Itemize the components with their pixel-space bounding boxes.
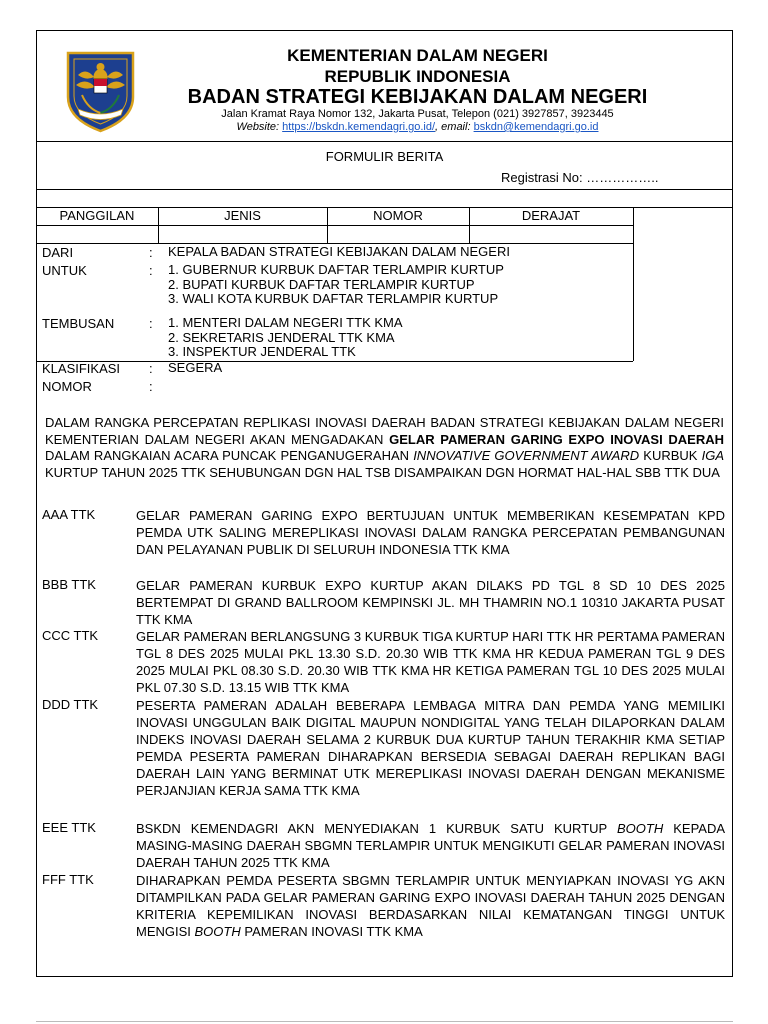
point-ddd-label: DDD TTK [42, 697, 99, 712]
colon: : [149, 263, 153, 278]
agency-name: BADAN STRATEGI KEBIJAKAN DALAM NEGERI [187, 86, 648, 108]
point-ccc-text: GELAR PAMERAN BERLANGSUNG 3 KURBUK TIGA KURTUP HARI TTK HR PERTAMA PAMERAN TGL 8 DES 2025 MULAI PKL 13.30 S.D. 20.30 WIB TTK KMA HR KEDUA PAMERAN TGL 9 DES 2025 MULAI PKL 08.30 S.D. 20.30 WIB TTK KMA HR KETIGA PAMERAN TGL 10 DES 2025 MULAI PKL 07.30 S.D. 13.15 WIB TTK KMA [136, 629, 725, 695]
header-divider [36, 141, 733, 142]
list-item: 2. SEKRETARIS JENDERAL TTK KMA [168, 329, 395, 345]
point-bbb-label: BBB TTK [42, 577, 96, 592]
value-klasifikasi: SEGERA [168, 360, 223, 375]
page-edge-rule [36, 1021, 733, 1022]
website-link[interactable]: https://bskdn.kemendagri.go.id/ [282, 121, 436, 133]
col-divider [633, 207, 634, 361]
untuk-list [168, 263, 504, 307]
point-aaa-text: GELAR PAMERAN GARING EXPO BERTUJUAN UNTUK MEMBERIKAN KESEMPATAN KPD PEMDA UTK SALING MEREPLIKASI INOVASI DALAM RANGKA PERCEPATAN PEMBANGUNAN DAN PELAYANAN PUBLIK DI SELURUH INDONESIA TTK KMA [136, 508, 725, 557]
label-dari: DARI [42, 245, 74, 260]
col-panggilan: PANGGILAN [59, 208, 135, 223]
registration-number: Registrasi No: …………….. [501, 170, 659, 185]
contact-line [150, 121, 685, 133]
point-ddd-text: PESERTA PAMERAN ADALAH BEBERAPA LEMBAGA MITRA DAN PEMDA YANG MEMILIKI INOVASI UNGGULAN BAIK DIGITAL MAUPUN NONDIGITAL YANG TELAH DILAPORKAN DALAM INDEKS INOVASI DAERAH SELAMA 2 KURBUK DUA KURTUP TAHUN TERAKHIR KMA SETIAP PEMDA PESERTA PAMERAN DIHARAPKAN BERSEDIA SEBAGAI DAERAH REPLIKAN BAGI DAERAH LAIN YANG BERMINAT UTK MEREPLIKASI INOVASI DAERAH DENGAN MEKANISME PERJANJIAN KERJA SAMA TTK KMA [136, 698, 725, 798]
address-line: Jalan Kramat Raya Nomor 132, Jakarta Pusat, Telepon (021) 3927857, 3923445 [221, 108, 614, 120]
point-eee-text: BSKDN KEMENDAGRI AKN MENYEDIAKAN 1 KURBUK SATU KURTUP BOOTH KEPADA MASING-MASING DAERAH SBGMN TERLAMPIR UNTUK MENGIKUTI GELAR PAMERAN INOVASI DAERAH TAHUN 2025 TTK KMA [136, 821, 726, 870]
ministry-name: KEMENTERIAN DALAM NEGERI [287, 46, 548, 65]
point-eee-label: EEE TTK [42, 820, 96, 835]
intro-paragraph: DALAM RANGKA PERCEPATAN REPLIKASI INOVASI DAERAH BADAN STRATEGI KEBIJAKAN DALAM NEGERI KEMENTERIAN DALAM NEGERI AKAN MENGADAKAN GELAR PAMERAN GARING EXPO INOVASI DAERAH DALAM RANGKAIAN ACARA PUNCAK PENGANUGERAHAN INNOVATIVE GOVERNMENT AWARD KURBUK IGA KURTUP TAHUN 2025 TTK SEHUBUNGAN DGN HAL TSB DISAMPAIKAN DGN HORMAT HAL-HAL SBB TTK DUA [45, 415, 725, 480]
col-derajat: DERAJAT [521, 208, 581, 223]
point-ccc-label: CCC TTK [42, 628, 99, 643]
country-name: REPUBLIK INDONESIA [324, 67, 511, 86]
value-dari: KEPALA BADAN STRATEGI KEBIJAKAN DALAM NEGERI [168, 244, 510, 259]
colon: : [149, 379, 153, 394]
colon: : [149, 361, 153, 376]
form-title: FORMULIR BERITA [325, 149, 444, 164]
point-fff-text: DIHARAPKAN PEMDA PESERTA SBGMN TERLAMPIR UNTUK MENYIAPKAN INOVASI YG AKN DITAMPILKAN PADA GELAR PAMERAN GARING EXPO INOVASI DAERAH TAHUN 2025 DENGAN KRITERIA KEPEMILIKAN INOVASI BERDASARKAN NILAI KEMATANGAN TINGGI UNTUK MENGISI BOOTH PAMERAN INOVASI TTK KMA [136, 873, 725, 939]
website-label: Website: [236, 121, 280, 133]
list-item: 2. BUPATI KURBUK DAFTAR TERLAMPIR KURTUP [168, 276, 475, 292]
routing-divider [36, 361, 633, 362]
label-untuk: UNTUK [42, 263, 87, 278]
point-fff-label: FFF TTK [42, 872, 94, 887]
label-nomor: NOMOR [42, 379, 92, 394]
event-name: GELAR PAMERAN GARING EXPO INOVASI DAERAH [389, 431, 724, 447]
col-jenis: JENIS [224, 208, 261, 223]
list-item: 3. INSPEKTUR JENDERAL TTK [168, 344, 356, 360]
email-link[interactable]: bskdn@kemendagri.go.id [473, 121, 599, 133]
email-label: , email: [435, 121, 471, 133]
list-item: 1. GUBERNUR KURBUK DAFTAR TERLAMPIR KURTUP [168, 262, 504, 277]
label-tembusan: TEMBUSAN [42, 316, 115, 331]
list-item: 1. MENTERI DALAM NEGERI TTK KMA [168, 315, 403, 330]
point-bbb-text: GELAR PAMERAN KURBUK EXPO KURTUP AKAN DILAKS PD TGL 8 SD 10 DES 2025 BERTEMPAT DI GRAND BALLROOM KEMPINSKI JL. MH THAMRIN NO.1 10310 JAKARTA PUSAT TTK KMA [136, 578, 725, 627]
table-header-rule [36, 225, 633, 226]
label-klasifikasi: KLASIFIKASI [42, 361, 121, 376]
tembusan-list [168, 316, 403, 360]
title-divider [36, 189, 733, 190]
colon: : [149, 316, 153, 331]
colon: : [149, 245, 153, 260]
col-nomor: NOMOR [373, 208, 423, 223]
list-item: 3. WALI KOTA KURBUK DAFTAR TERLAMPIR KURTUP [168, 291, 499, 307]
point-aaa-label: AAA TTK [42, 507, 96, 522]
emblem-logo [64, 47, 137, 133]
